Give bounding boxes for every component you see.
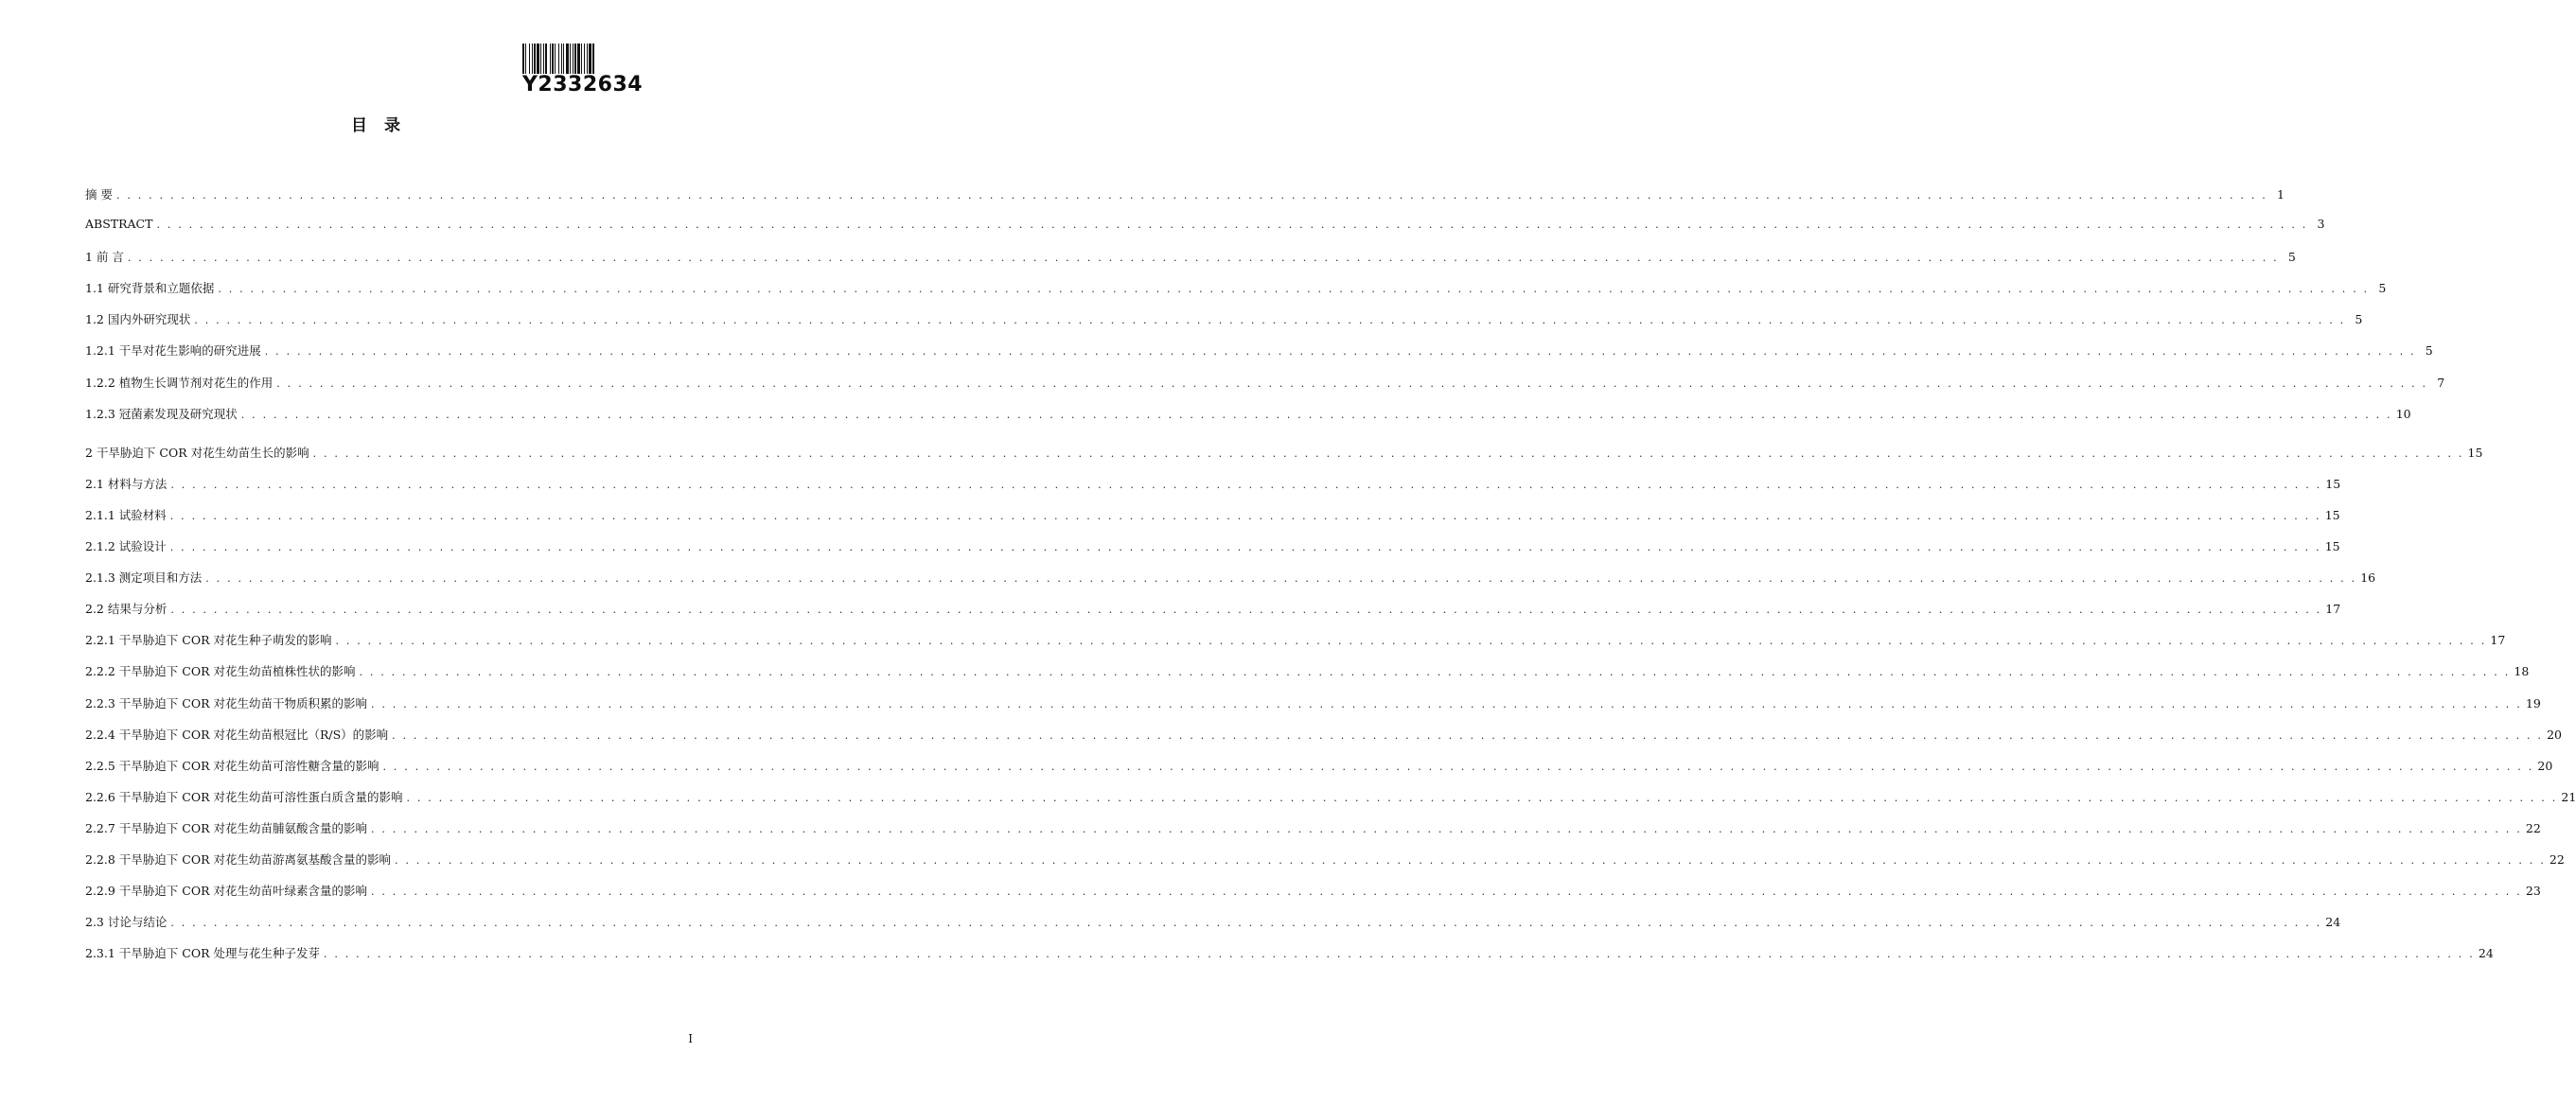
- toc-entry[interactable]: [85, 405, 2411, 436]
- toc-leader-dots: . . . . . . . . . . . . . . . . . . . . . . . . . . . . . . . . . . . . . . . . . . . . . . . . . . . . . . . . . . . . . . . . . . . . . . . . . . . . . . . . . . . . . . . . . . . . . . . . . . . . . . . . . . . . . . . . . . . . . . . . . . . . . . . . . . . . . . . . . . . . . . . . . . . . . . . . . . . . . . . . . . . . . . . . . . . . . . . . . . . . . . . . . . . . . . . . . . . . . . . .: [382, 760, 2534, 773]
- toc-entry-page: 16: [2360, 570, 2376, 586]
- toc-leader-dots: . . . . . . . . . . . . . . . . . . . . . . . . . . . . . . . . . . . . . . . . . . . . . . . . . . . . . . . . . . . . . . . . . . . . . . . . . . . . . . . . . . . . . . . . . . . . . . . . . . . . . . . . . . . . . . . . . . . . . . . . . . . . . . . . . . . . . . . . . . . . . . . . . . . . . . . . . . . . . . . . . . . . . . . . . . . . . . . . . . . . . . . . . . . . . . . . . . . . . . . .: [370, 697, 2522, 710]
- toc-entry[interactable]: [85, 569, 2376, 600]
- toc-entry-page: 23: [2525, 884, 2541, 899]
- toc-entry[interactable]: [85, 537, 2340, 569]
- toc-leader-dots: . . . . . . . . . . . . . . . . . . . . . . . . . . . . . . . . . . . . . . . . . . . . . . . . . . . . . . . . . . . . . . . . . . . . . . . . . . . . . . . . . . . . . . . . . . . . . . . . . . . . . . . . . . . . . . . . . . . . . . . . . . . . . . . . . . . . . . . . . . . . . . . . . . . . . . . . . . . . . . . . . . . . . . . . . . . . . . . . . . . . . . . . . . . . . . . . . . . . . . . .: [392, 728, 2544, 742]
- toc-leader-dots: . . . . . . . . . . . . . . . . . . . . . . . . . . . . . . . . . . . . . . . . . . . . . . . . . . . . . . . . . . . . . . . . . . . . . . . . . . . . . . . . . . . . . . . . . . . . . . . . . . . . . . . . . . . . . . . . . . . . . . . . . . . . . . . . . . . . . . . . . . . . . . . . . . . . . . . . . . . . . . . . . . . . . . . . . . . . . . . . . . . . . . . . . . . . . . . . . . . . . . . .: [370, 886, 2522, 899]
- toc-entry[interactable]: [85, 444, 2483, 475]
- toc-entry-page: 17: [2325, 602, 2341, 617]
- toc-entry[interactable]: [85, 694, 2541, 726]
- toc-entry-title: 2.2.3 干旱胁迫下 COR 对花生幼苗干物质积累的影响: [85, 695, 367, 710]
- toc-entry[interactable]: [85, 600, 2341, 631]
- toc-entry-page: 15: [2324, 507, 2340, 522]
- toc-entry-title: 2.2.9 干旱胁迫下 COR 对花生幼苗叶绿素含量的影响: [85, 884, 367, 899]
- toc-entry[interactable]: [85, 475, 2341, 506]
- toc-entry-title: 2.3.1 干旱胁迫下 COR 处理与花生种子发芽: [85, 946, 320, 961]
- toc-entry-title: 1 前 言: [85, 250, 124, 265]
- toc-entry-title: 2.1.1 试验材料: [85, 507, 167, 522]
- barcode-image: [522, 44, 644, 74]
- toc-entry-page: 1: [2276, 187, 2285, 202]
- toc-entry-page: 20: [2537, 758, 2553, 773]
- table-of-contents: [85, 185, 2576, 975]
- toc-entry-page: 18: [2514, 664, 2530, 679]
- toc-leader-dots: . . . . . . . . . . . . . . . . . . . . . . . . . . . . . . . . . . . . . . . . . . . . . . . . . . . . . . . . . . . . . . . . . . . . . . . . . . . . . . . . . . . . . . . . . . . . . . . . . . . . . . . . . . . . . . . . . . . . . . . . . . . . . . . . . . . . . . . . . . . . . . . . . . . . . . . . . . . . . . . . . . . . . . . . . . . . . . . . . . . . . . . . . . . . . . . . . . . . . . . .: [323, 948, 2475, 961]
- toc-leader-dots: . . . . . . . . . . . . . . . . . . . . . . . . . . . . . . . . . . . . . . . . . . . . . . . . . . . . . . . . . . . . . . . . . . . . . . . . . . . . . . . . . . . . . . . . . . . . . . . . . . . . . . . . . . . . . . . . . . . . . . . . . . . . . . . . . . . . . . . . . . . . . . . . . . . . . . . . . . . . . . . . . . . . . . . . . . . . . . . . . . . . . . . . . . . . . . . . . . . . . . . .: [370, 822, 2522, 835]
- toc-leader-dots: . . . . . . . . . . . . . . . . . . . . . . . . . . . . . . . . . . . . . . . . . . . . . . . . . . . . . . . . . . . . . . . . . . . . . . . . . . . . . . . . . . . . . . . . . . . . . . . . . . . . . . . . . . . . . . . . . . . . . . . . . . . . . . . . . . . . . . . . . . . . . . . . . . . . . . . . . . . . . . . . . . . . . . . . . . . . . . . . . . . . . . . . . . . . . . . . . . . . . . . .: [205, 572, 2357, 586]
- page-number: I: [688, 1032, 693, 1045]
- toc-leader-dots: . . . . . . . . . . . . . . . . . . . . . . . . . . . . . . . . . . . . . . . . . . . . . . . . . . . . . . . . . . . . . . . . . . . . . . . . . . . . . . . . . . . . . . . . . . . . . . . . . . . . . . . . . . . . . . . . . . . . . . . . . . . . . . . . . . . . . . . . . . . . . . . . . . . . . . . . . . . . . . . . . . . . . . . . . . . . . . . . . . . . . . . . . . . . . . . . . . . . . . . .: [170, 917, 2322, 930]
- barcode-id: Y2332634: [522, 73, 644, 96]
- toc-entry-page: 7: [2437, 375, 2445, 390]
- toc-entry-page: 24: [2478, 946, 2494, 961]
- toc-entry-title: 2.1.2 试验设计: [85, 539, 167, 554]
- barcode-label: [522, 44, 644, 96]
- toc-entry-title: 2.2.4 干旱胁迫下 COR 对花生幼苗根冠比（R/S）的影响: [85, 727, 389, 742]
- toc-leader-dots: . . . . . . . . . . . . . . . . . . . . . . . . . . . . . . . . . . . . . . . . . . . . . . . . . . . . . . . . . . . . . . . . . . . . . . . . . . . . . . . . . . . . . . . . . . . . . . . . . . . . . . . . . . . . . . . . . . . . . . . . . . . . . . . . . . . . . . . . . . . . . . . . . . . . . . . . . . . . . . . . . . . . . . . . . . . . . . . . . . . . . . . . . . . . . . . . . . . . . . . .: [127, 252, 2279, 265]
- toc-entry-title: 2.2.5 干旱胁迫下 COR 对花生幼苗可溶性糖含量的影响: [85, 758, 379, 773]
- toc-leader-dots: . . . . . . . . . . . . . . . . . . . . . . . . . . . . . . . . . . . . . . . . . . . . . . . . . . . . . . . . . . . . . . . . . . . . . . . . . . . . . . . . . . . . . . . . . . . . . . . . . . . . . . . . . . . . . . . . . . . . . . . . . . . . . . . . . . . . . . . . . . . . . . . . . . . . . . . . . . . . . . . . . . . . . . . . . . . . . . . . . . . . . . . . . . . . . . . . . . . . . . . .: [156, 219, 2308, 232]
- toc-leader-dots: . . . . . . . . . . . . . . . . . . . . . . . . . . . . . . . . . . . . . . . . . . . . . . . . . . . . . . . . . . . . . . . . . . . . . . . . . . . . . . . . . . . . . . . . . . . . . . . . . . . . . . . . . . . . . . . . . . . . . . . . . . . . . . . . . . . . . . . . . . . . . . . . . . . . . . . . . . . . . . . . . . . . . . . . . . . . . . . . . . . . . . . . . . . . . . . . . . . . . . . .: [218, 283, 2370, 296]
- toc-entry[interactable]: [85, 631, 2506, 662]
- toc-leader-dots: . . . . . . . . . . . . . . . . . . . . . . . . . . . . . . . . . . . . . . . . . . . . . . . . . . . . . . . . . . . . . . . . . . . . . . . . . . . . . . . . . . . . . . . . . . . . . . . . . . . . . . . . . . . . . . . . . . . . . . . . . . . . . . . . . . . . . . . . . . . . . . . . . . . . . . . . . . . . . . . . . . . . . . . . . . . . . . . . . . . . . . . . . . . . . . . . . . . . . . . .: [169, 541, 2321, 554]
- toc-entry-page: 20: [2547, 727, 2562, 742]
- toc-entry-page: 19: [2525, 695, 2541, 710]
- toc-leader-dots: . . . . . . . . . . . . . . . . . . . . . . . . . . . . . . . . . . . . . . . . . . . . . . . . . . . . . . . . . . . . . . . . . . . . . . . . . . . . . . . . . . . . . . . . . . . . . . . . . . . . . . . . . . . . . . . . . . . . . . . . . . . . . . . . . . . . . . . . . . . . . . . . . . . . . . . . . . . . . . . . . . . . . . . . . . . . . . . . . . . . . . . . . . . . . . . . . . . . . . . .: [240, 408, 2392, 421]
- toc-entry-page: 22: [2525, 820, 2541, 835]
- toc-entry-title: 2.2 结果与分析: [85, 602, 168, 617]
- toc-leader-dots: . . . . . . . . . . . . . . . . . . . . . . . . . . . . . . . . . . . . . . . . . . . . . . . . . . . . . . . . . . . . . . . . . . . . . . . . . . . . . . . . . . . . . . . . . . . . . . . . . . . . . . . . . . . . . . . . . . . . . . . . . . . . . . . . . . . . . . . . . . . . . . . . . . . . . . . . . . . . . . . . . . . . . . . . . . . . . . . . . . . . . . . . . . . . . . . . . . . . . . . .: [359, 666, 2511, 679]
- toc-entry[interactable]: [85, 819, 2541, 851]
- toc-entry[interactable]: [85, 310, 2363, 342]
- toc-entry-page: 5: [2378, 281, 2387, 296]
- page-title: 目 录: [351, 116, 406, 135]
- toc-entry-title: 1.1 研究背景和立题依据: [85, 281, 215, 296]
- toc-leader-dots: . . . . . . . . . . . . . . . . . . . . . . . . . . . . . . . . . . . . . . . . . . . . . . . . . . . . . . . . . . . . . . . . . . . . . . . . . . . . . . . . . . . . . . . . . . . . . . . . . . . . . . . . . . . . . . . . . . . . . . . . . . . . . . . . . . . . . . . . . . . . . . . . . . . . . . . . . . . . . . . . . . . . . . . . . . . . . . . . . . . . . . . . . . . . . . . . . . . . . . . .: [264, 345, 2416, 359]
- toc-entry[interactable]: [85, 882, 2541, 913]
- toc-entry[interactable]: [85, 279, 2387, 310]
- toc-leader-dots: . . . . . . . . . . . . . . . . . . . . . . . . . . . . . . . . . . . . . . . . . . . . . . . . . . . . . . . . . . . . . . . . . . . . . . . . . . . . . . . . . . . . . . . . . . . . . . . . . . . . . . . . . . . . . . . . . . . . . . . . . . . . . . . . . . . . . . . . . . . . . . . . . . . . . . . . . . . . . . . . . . . . . . . . . . . . . . . . . . . . . . . . . . . . . . . . . . . . . . . .: [115, 189, 2267, 202]
- toc-leader-dots: . . . . . . . . . . . . . . . . . . . . . . . . . . . . . . . . . . . . . . . . . . . . . . . . . . . . . . . . . . . . . . . . . . . . . . . . . . . . . . . . . . . . . . . . . . . . . . . . . . . . . . . . . . . . . . . . . . . . . . . . . . . . . . . . . . . . . . . . . . . . . . . . . . . . . . . . . . . . . . . . . . . . . . . . . . . . . . . . . . . . . . . . . . . . . . . . . . . . . . . .: [335, 635, 2487, 648]
- toc-entry[interactable]: [85, 726, 2562, 757]
- toc-entry[interactable]: [85, 374, 2445, 405]
- toc-entry-title: 2.2.7 干旱胁迫下 COR 对花生幼苗脯氨酸含量的影响: [85, 820, 367, 835]
- toc-entry[interactable]: [85, 913, 2341, 944]
- toc-entry-page: 5: [2287, 250, 2296, 265]
- toc-entry-title: 2 干旱胁迫下 COR 对花生幼苗生长的影响: [85, 445, 309, 460]
- toc-entry[interactable]: [85, 851, 2565, 882]
- toc-leader-dots: . . . . . . . . . . . . . . . . . . . . . . . . . . . . . . . . . . . . . . . . . . . . . . . . . . . . . . . . . . . . . . . . . . . . . . . . . . . . . . . . . . . . . . . . . . . . . . . . . . . . . . . . . . . . . . . . . . . . . . . . . . . . . . . . . . . . . . . . . . . . . . . . . . . . . . . . . . . . . . . . . . . . . . . . . . . . . . . . . . . . . . . . . . . . . . . . . . . . . . . .: [406, 791, 2558, 804]
- toc-entry-page: 5: [2425, 343, 2433, 359]
- toc-entry[interactable]: [85, 248, 2296, 279]
- toc-entry[interactable]: [85, 788, 2576, 819]
- toc-entry-page: 15: [2325, 476, 2341, 491]
- toc-entry-title: 2.1 材料与方法: [85, 476, 168, 491]
- toc-entry-title: ABSTRACT: [85, 217, 153, 232]
- toc-entry[interactable]: [85, 944, 2494, 975]
- barcode-bar: [594, 44, 595, 74]
- toc-entry-title: 1.2.3 冠菌素发现及研究现状: [85, 406, 238, 421]
- toc-leader-dots: . . . . . . . . . . . . . . . . . . . . . . . . . . . . . . . . . . . . . . . . . . . . . . . . . . . . . . . . . . . . . . . . . . . . . . . . . . . . . . . . . . . . . . . . . . . . . . . . . . . . . . . . . . . . . . . . . . . . . . . . . . . . . . . . . . . . . . . . . . . . . . . . . . . . . . . . . . . . . . . . . . . . . . . . . . . . . . . . . . . . . . . . . . . . . . . . . . . . . . . .: [394, 853, 2546, 867]
- toc-entry[interactable]: [85, 217, 2325, 248]
- toc-entry-page: 10: [2395, 406, 2411, 421]
- toc-leader-dots: . . . . . . . . . . . . . . . . . . . . . . . . . . . . . . . . . . . . . . . . . . . . . . . . . . . . . . . . . . . . . . . . . . . . . . . . . . . . . . . . . . . . . . . . . . . . . . . . . . . . . . . . . . . . . . . . . . . . . . . . . . . . . . . . . . . . . . . . . . . . . . . . . . . . . . . . . . . . . . . . . . . . . . . . . . . . . . . . . . . . . . . . . . . . . . . . . . . . . . . .: [276, 377, 2428, 390]
- toc-entry[interactable]: [85, 506, 2340, 537]
- toc-entry[interactable]: [85, 185, 2285, 217]
- toc-entry-title: 1.2 国内外研究现状: [85, 312, 191, 327]
- toc-entry-page: 24: [2325, 915, 2341, 930]
- toc-leader-dots: . . . . . . . . . . . . . . . . . . . . . . . . . . . . . . . . . . . . . . . . . . . . . . . . . . . . . . . . . . . . . . . . . . . . . . . . . . . . . . . . . . . . . . . . . . . . . . . . . . . . . . . . . . . . . . . . . . . . . . . . . . . . . . . . . . . . . . . . . . . . . . . . . . . . . . . . . . . . . . . . . . . . . . . . . . . . . . . . . . . . . . . . . . . . . . . . . . . . . . . .: [170, 478, 2322, 491]
- toc-entry-title: 2.2.8 干旱胁迫下 COR 对花生幼苗游离氨基酸含量的影响: [85, 851, 391, 867]
- toc-entry[interactable]: [85, 342, 2433, 373]
- toc-entry-page: 5: [2355, 312, 2363, 327]
- toc-entry[interactable]: [85, 662, 2530, 693]
- toc-entry-page: 3: [2317, 217, 2325, 232]
- toc-leader-dots: . . . . . . . . . . . . . . . . . . . . . . . . . . . . . . . . . . . . . . . . . . . . . . . . . . . . . . . . . . . . . . . . . . . . . . . . . . . . . . . . . . . . . . . . . . . . . . . . . . . . . . . . . . . . . . . . . . . . . . . . . . . . . . . . . . . . . . . . . . . . . . . . . . . . . . . . . . . . . . . . . . . . . . . . . . . . . . . . . . . . . . . . . . . . . . . . . . . . . . . .: [169, 509, 2321, 522]
- toc-entry-title: 2.1.3 测定项目和方法: [85, 570, 203, 586]
- toc-leader-dots: . . . . . . . . . . . . . . . . . . . . . . . . . . . . . . . . . . . . . . . . . . . . . . . . . . . . . . . . . . . . . . . . . . . . . . . . . . . . . . . . . . . . . . . . . . . . . . . . . . . . . . . . . . . . . . . . . . . . . . . . . . . . . . . . . . . . . . . . . . . . . . . . . . . . . . . . . . . . . . . . . . . . . . . . . . . . . . . . . . . . . . . . . . . . . . . . . . . . . . . .: [170, 604, 2322, 617]
- toc-entry-page: 17: [2490, 633, 2506, 648]
- toc-entry-page: 15: [2324, 539, 2340, 554]
- toc-entry-title: 2.2.2 干旱胁迫下 COR 对花生幼苗植株性状的影响: [85, 664, 356, 679]
- toc-leader-dots: . . . . . . . . . . . . . . . . . . . . . . . . . . . . . . . . . . . . . . . . . . . . . . . . . . . . . . . . . . . . . . . . . . . . . . . . . . . . . . . . . . . . . . . . . . . . . . . . . . . . . . . . . . . . . . . . . . . . . . . . . . . . . . . . . . . . . . . . . . . . . . . . . . . . . . . . . . . . . . . . . . . . . . . . . . . . . . . . . . . . . . . . . . . . . . . . . . . . . . . .: [194, 314, 2346, 327]
- toc-entry-title: 2.2.6 干旱胁迫下 COR 对花生幼苗可溶性蛋白质含量的影响: [85, 789, 403, 804]
- toc-entry-page: 21: [2561, 789, 2576, 804]
- toc-entry-title: 1.2.1 干旱对花生影响的研究进展: [85, 343, 261, 359]
- toc-entry-page: 15: [2467, 445, 2483, 460]
- toc-entry[interactable]: [85, 757, 2553, 788]
- toc-entry-page: 22: [2549, 851, 2565, 867]
- toc-leader-dots: . . . . . . . . . . . . . . . . . . . . . . . . . . . . . . . . . . . . . . . . . . . . . . . . . . . . . . . . . . . . . . . . . . . . . . . . . . . . . . . . . . . . . . . . . . . . . . . . . . . . . . . . . . . . . . . . . . . . . . . . . . . . . . . . . . . . . . . . . . . . . . . . . . . . . . . . . . . . . . . . . . . . . . . . . . . . . . . . . . . . . . . . . . . . . . . . . . . . . . . .: [312, 447, 2464, 460]
- toc-entry-title: 1.2.2 植物生长调节剂对花生的作用: [85, 375, 273, 390]
- toc-entry-title: 摘 要: [85, 187, 113, 202]
- toc-entry-title: 2.2.1 干旱胁迫下 COR 对花生种子萌发的影响: [85, 633, 332, 648]
- toc-entry-title: 2.3 讨论与结论: [85, 915, 168, 930]
